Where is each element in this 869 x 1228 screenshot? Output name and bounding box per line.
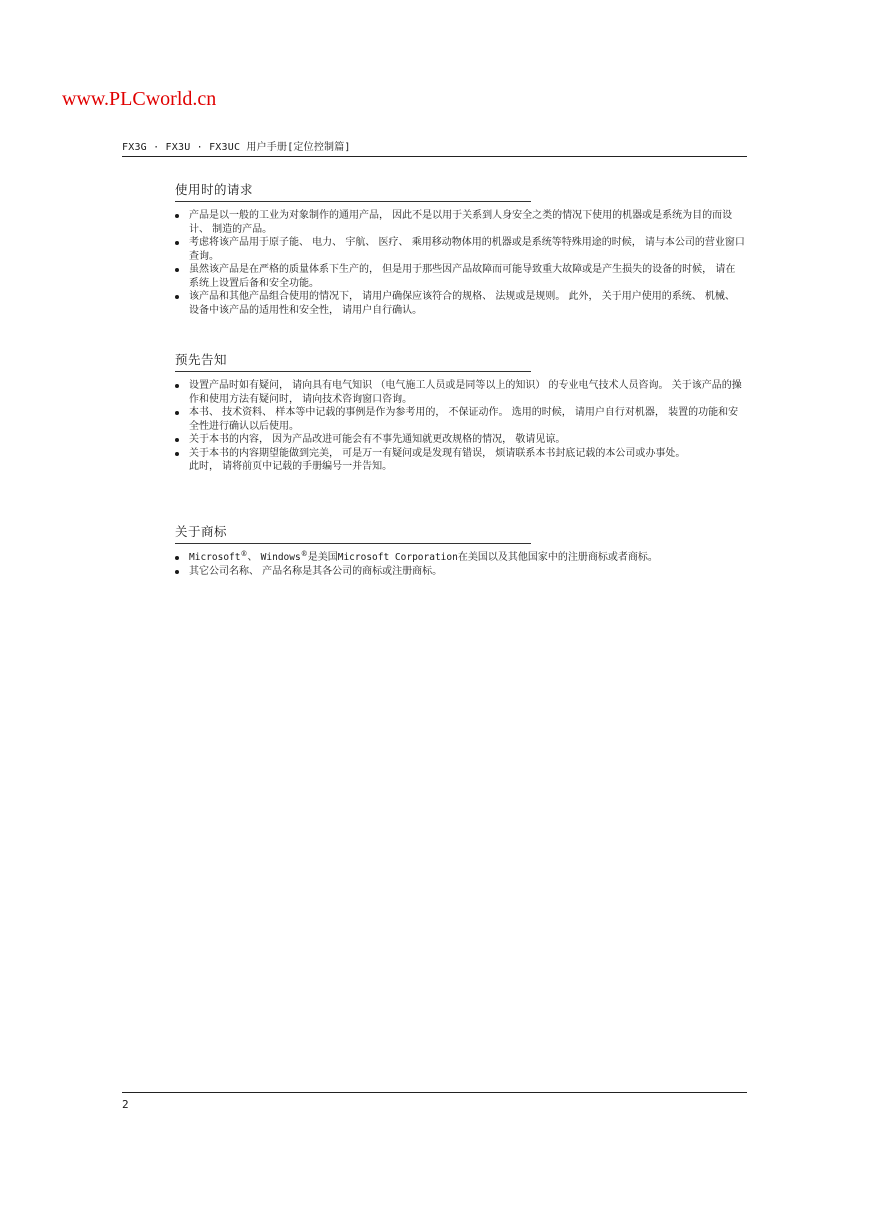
list-item: 其它公司名称、 产品名称是其各公司的商标或注册商标。 [175,565,745,579]
section-title: 预先告知 [175,350,531,372]
trademark-windows: Windows [260,552,301,563]
bullet-icon [175,214,179,218]
list-item: 产品是以一般的工业为对象制作的通用产品， 因此不是以用于关系到人身安全之类的情况下使用的机器或是系统为目的而设计、 制造的产品。 [175,209,745,236]
watermark: www.PLCworld.cn [62,88,217,110]
section-advance-notice [175,350,745,474]
bullet-icon [175,556,179,560]
section-title: 关于商标 [175,522,531,544]
trademark-corporation: Microsoft Corporation [337,552,458,563]
list-item: 考虑将该产品用于原子能、 电力、 宇航、 医疗、 乘用移动物体用的机器或是系统等特殊用途的时候， 请与本公司的营业窗口查询。 [175,236,745,263]
section-trademarks [175,522,745,578]
list-item: 关于本书的内容， 因为产品改进可能会有不事先通知就更改规格的情况， 敬请见谅。 [175,433,745,447]
bullet-icon [175,268,179,272]
bullet-list [175,209,745,317]
bullet-icon [175,452,179,456]
list-item: Microsoft®、 Windows®是美国Microsoft Corporation在美国以及其他国家中的注册商标或者商标。 [175,551,745,565]
bullet-icon [175,384,179,388]
trademark-microsoft: Microsoft [189,552,241,563]
page-number: 2 [122,1098,129,1111]
running-header: FX3G · FX3U · FX3UC 用户手册[定位控制篇] [122,142,351,153]
bullet-icon [175,570,179,574]
list-item: 虽然该产品是在严格的质量体系下生产的， 但是用于那些因产品故障而可能导致重大故障或是产生损失的设备的时候， 请在系统上设置后备和安全功能。 [175,263,745,290]
header-rule [122,156,747,157]
list-item: 该产品和其他产品组合使用的情况下， 请用户确保应该符合的规格、 法规或是规则。 此外， 关于用户使用的系统、 机械、 设备中该产品的适用性和安全性， 请用户自行确认。 [175,290,745,317]
list-item: 本书、 技术资料、 样本等中记载的事例是作为参考用的， 不保证动作。 选用的时候， 请用户自行对机器， 装置的功能和安全性进行确认以后使用。 [175,406,745,433]
registered-mark: ® [300,550,308,558]
list-item-note: 此时， 请将前页中记载的手册编号一并告知。 [189,461,393,472]
bullet-list [175,551,745,578]
list-item: 设置产品时如有疑问， 请向具有电气知识 （电气施工人员或是同等以上的知识） 的专业电气技术人员咨询。 关于该产品的操作和使用方法有疑问时， 请向技术咨询窗口咨询。 [175,379,745,406]
section-title: 使用时的请求 [175,180,531,202]
bullet-list [175,379,745,474]
bullet-icon [175,295,179,299]
bullet-icon [175,411,179,415]
registered-mark: ® [240,550,248,558]
bullet-icon [175,241,179,245]
section-usage-requests [175,180,745,317]
footer-rule [122,1092,747,1093]
list-item: 关于本书的内容期望能做到完美， 可是万一有疑问或是发现有错误， 烦请联系本书封底记载的本公司或办事处。 此时， 请将前页中记载的手册编号一并告知。 [175,447,745,474]
bullet-icon [175,438,179,442]
